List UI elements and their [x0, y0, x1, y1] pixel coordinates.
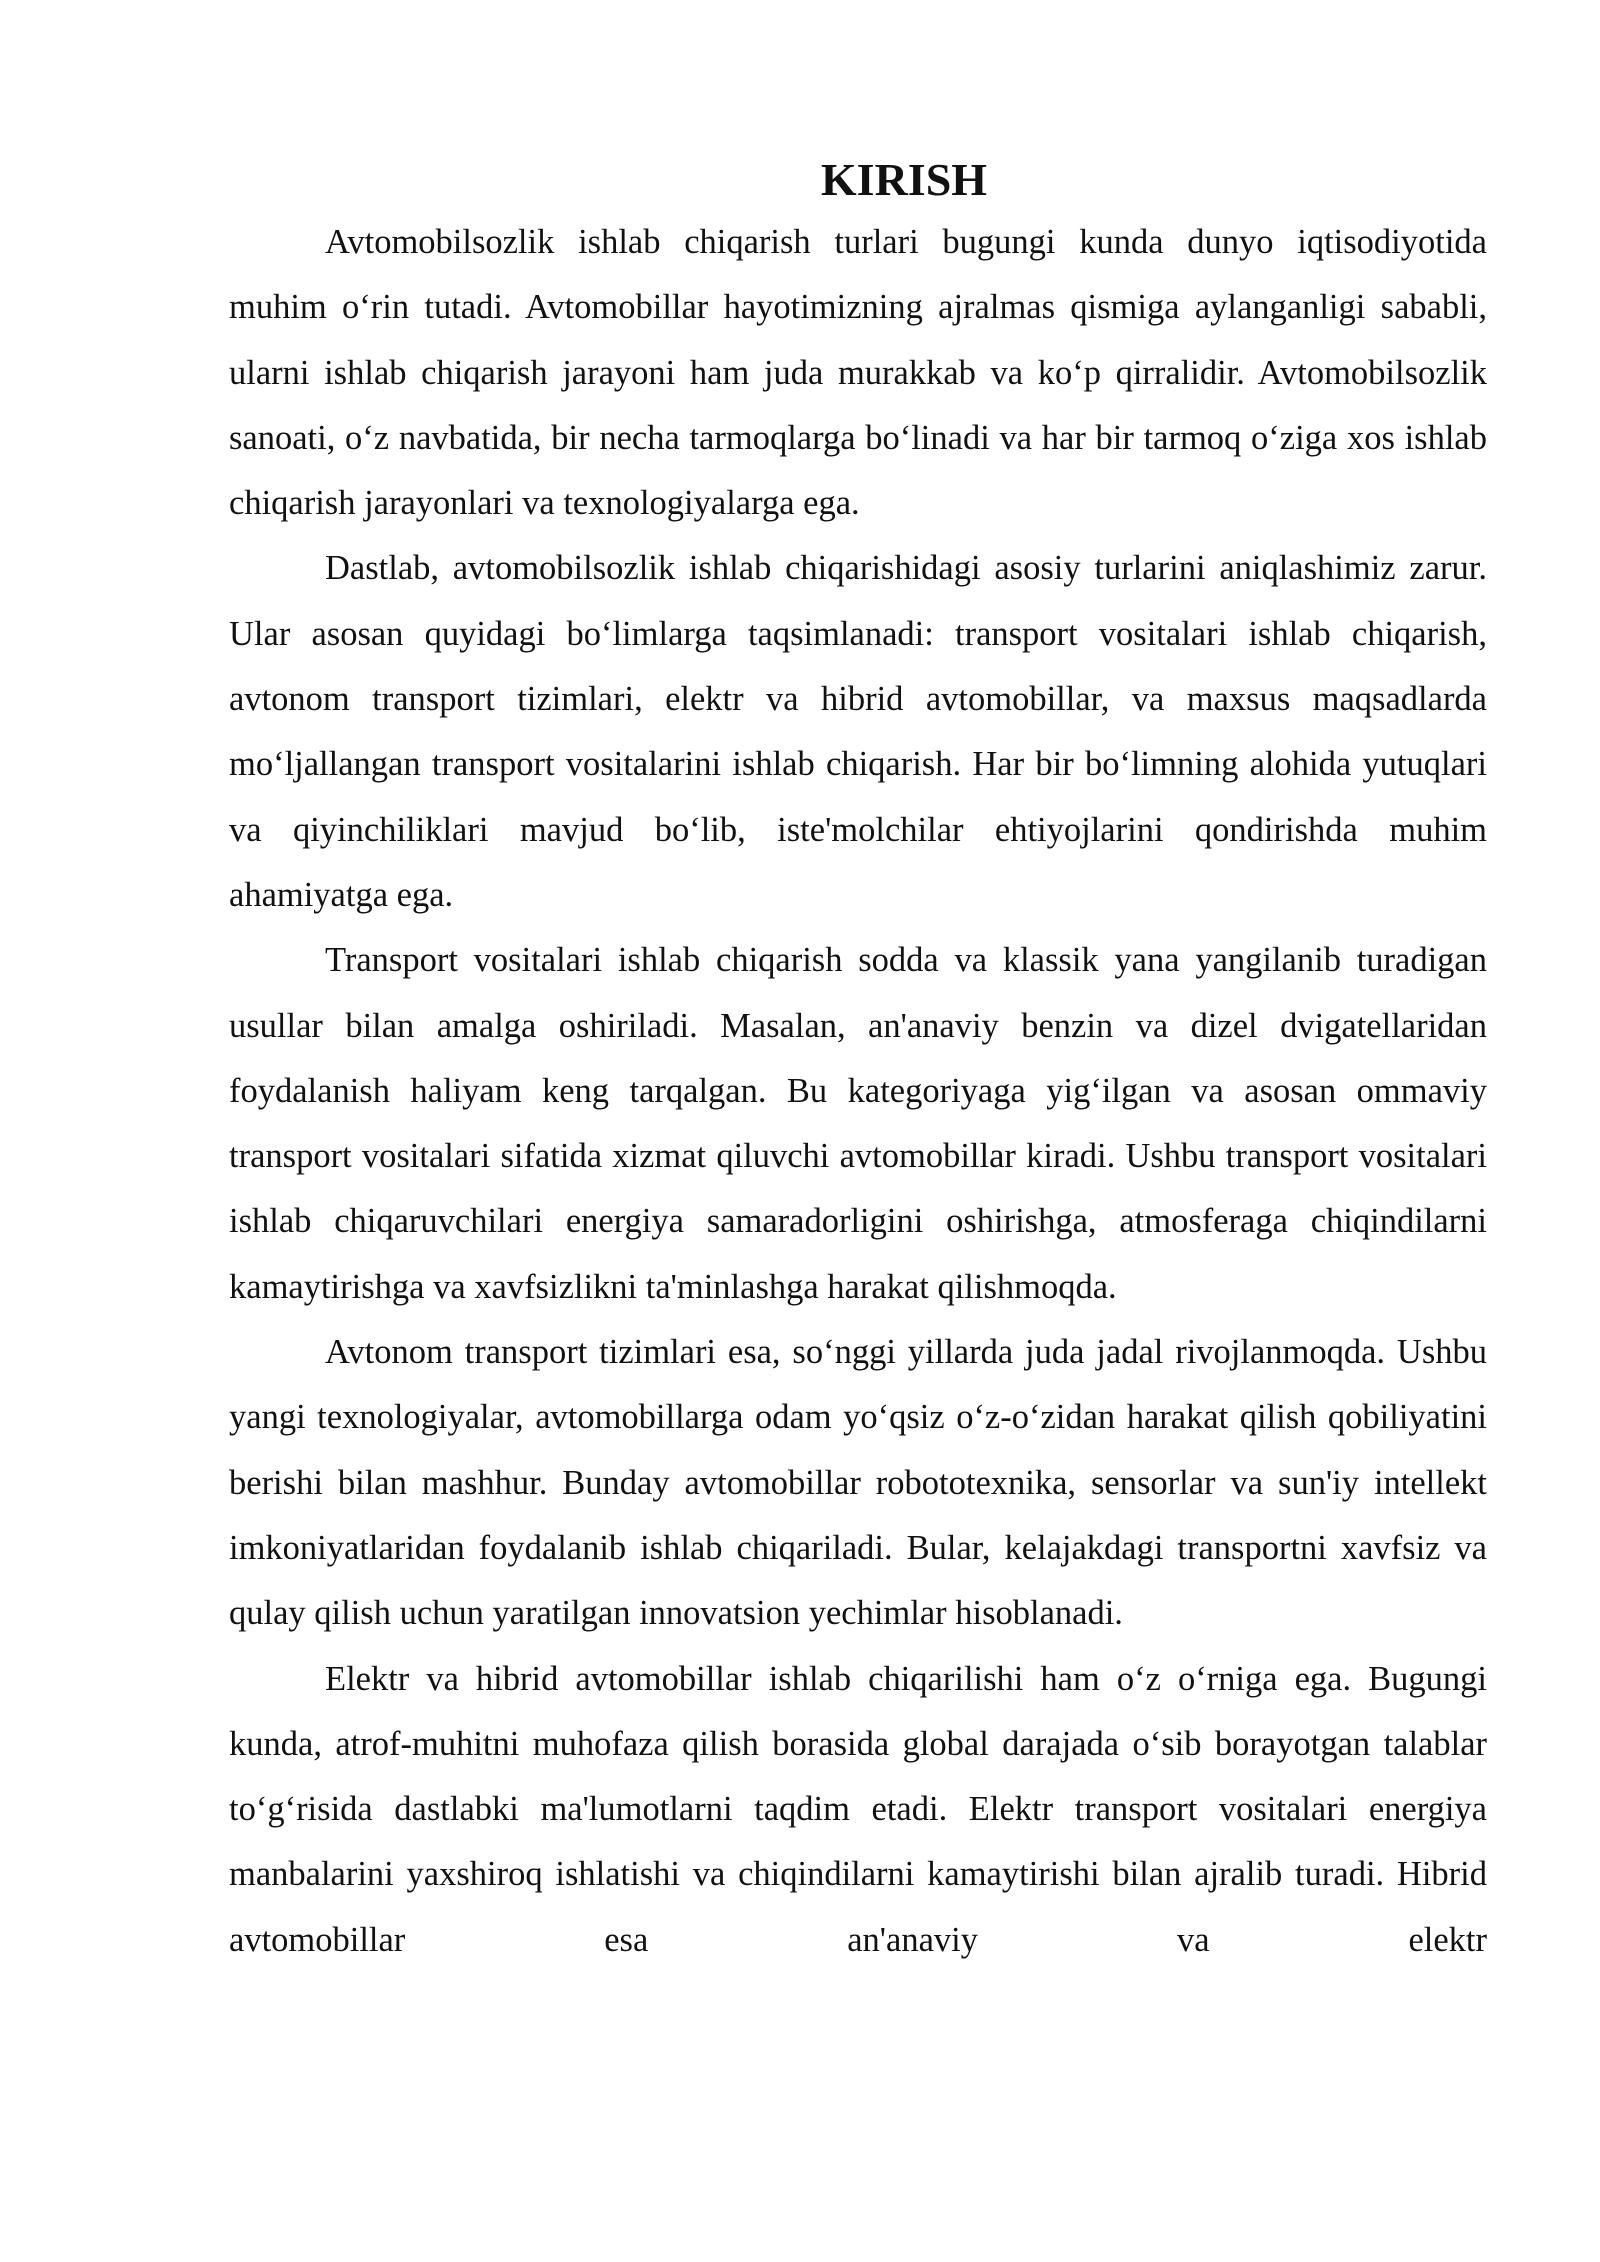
paragraph-2: Dastlab, avtomobilsozlik ishlab chiqarishidagi asosiy turlarini aniqlashimiz zarur. Ular asosan quyidagi bo‘limlarga taqsimlanadi: transport vositalari ishlab chiqarish, avtonom transport tizimlari, elektr va hibrid avtomobillar, va maxsus maqsadlarda mo‘ljallangan transport vositalarini ishlab chiqarish. Har bir bo‘limning alohida yutuqlari va qiyinchiliklari mavjud bo‘lib, iste'molchilar ehtiyojlarini qondirishda muhim ahamiyatga ega. — [229, 549, 1487, 914]
paragraph-3: Transport vositalari ishlab chiqarish sodda va klassik yana yangilanib turadigan usullar bilan amalga oshiriladi. Masalan, an'anaviy benzin va dizel dvigatellaridan foydalanish haliyam keng tarqalgan. Bu kategoriyaga yig‘ilgan va asosan ommaviy transport vositalari sifatida xizmat qiluvchi avtomobillar kiradi. Ushbu transport vositalari ishlab chiqaruvchilari energiya samaradorligini oshirishga, atmosferaga chiqindilarni kamaytirishga va xavfsizlikni ta'minlashga harakat qilishmoqda. — [229, 941, 1487, 1306]
paragraph-5: Elektr va hibrid avtomobillar ishlab chiqarilishi ham o‘z o‘rniga ega. Bugungi kunda, atrof-muhitni muhofaza qilish borasida global darajada o‘sib borayotgan talablar to‘g‘risida dastlabki ma'lumotlarni taqdim etadi. Elektr transport vositalari energiya manbalarini yaxshiroq ishlatishi va chiqindilarni kamaytirishi bilan ajralib turadi. Hibrid avtomobillar esa an'anaviy va elektr — [229, 1659, 1487, 1959]
paragraph-4: Avtonom transport tizimlari esa, so‘nggi yillarda juda jadal rivojlanmoqda. Ushbu yangi texnologiyalar, avtomobillarga odam yo‘qsiz o‘z-o‘zidan harakat qilish qobiliyatini berishi bilan mashhur. Bunday avtomobillar robototexnika, sensorlar va sun'iy intellekt imkoniyatlaridan foydalanib ishlab chiqariladi. Bular, kelajakdagi transportni xavfsiz va qulay qilish uchun yaratilgan innovatsion yechimlar hisoblanadi. — [229, 1333, 1487, 1633]
paragraph-1: Avtomobilsozlik ishlab chiqarish turlari bugungi kunda dunyo iqtisodiyotida muhim o‘rin tutadi. Avtomobillar hayotimizning ajralmas qismiga aylanganligi sababli, ularni ishlab chiqarish jarayoni ham juda murakkab va ko‘p qirralidir. Avtomobilsozlik sanoati, o‘z navbatida, bir necha tarmoqlarga bo‘linadi va har bir tarmoq o‘ziga xos ishlab chiqarish jarayonlari va texnologiyalarga ega. — [229, 223, 1487, 523]
page-title: KIRISH — [820, 154, 988, 205]
document-body — [229, 150, 1487, 1973]
